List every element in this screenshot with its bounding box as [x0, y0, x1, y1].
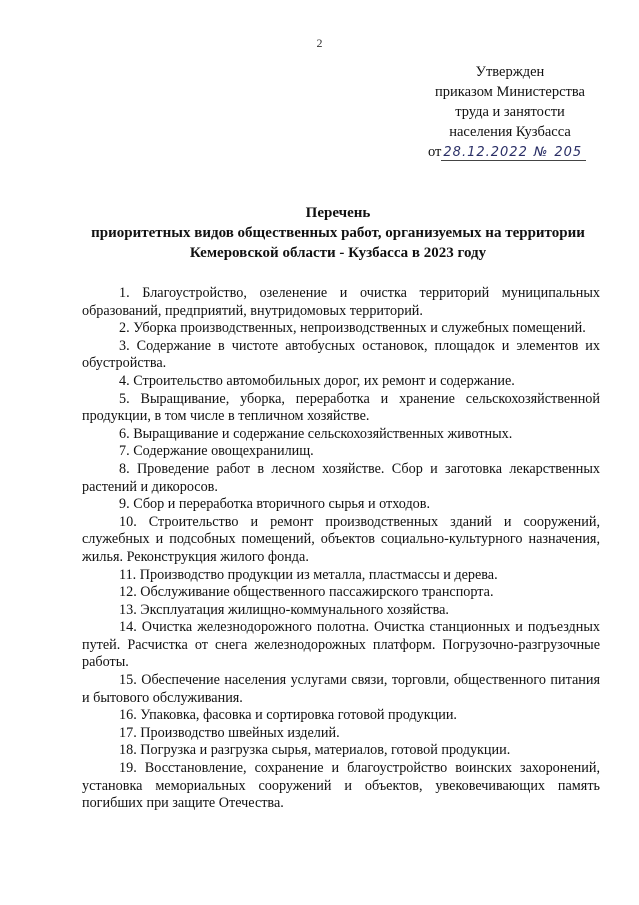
list-item: 2. Уборка производственных, непроизводственных и служебных помещений.	[119, 320, 586, 337]
list-item: 14. Очистка железнодорожного полотна. Очистка станционных и подъездных путей. Расчистка от снега железнодорожных платформ. Погрузочно-разгрузочные работы.	[82, 619, 600, 671]
list-item: 7. Содержание овощехранилищ.	[119, 443, 314, 460]
list-item: 6. Выращивание и содержание сельскохозяйственных животных.	[119, 425, 513, 442]
list-item: 17. Производство швейных изделий.	[119, 724, 340, 741]
list-item: 10. Строительство и ремонт производственных зданий и сооружений, служебных и подсобных помещений, объектов социально-культурного назначения, жилья. Реконструкция жилого фонда.	[82, 513, 600, 565]
list-item: 18. Погрузка и разгрузка сырья, материалов, готовой продукции.	[119, 742, 511, 759]
approval-from-prefix: от	[428, 144, 442, 160]
list-item: 13. Эксплуатация жилищно-коммунального хозяйства.	[119, 601, 449, 618]
public-works-list	[82, 285, 600, 813]
approval-line-ministry: труда и занятости	[455, 104, 565, 120]
list-item: 15. Обеспечение населения услугами связи, торговли, общественного питания и бытового обслуживания.	[82, 672, 600, 706]
approval-line-approved: Утвержден	[475, 64, 545, 80]
approval-handwritten-number: 205	[552, 145, 586, 161]
list-item: 12. Обслуживание общественного пассажирского транспорта.	[119, 584, 494, 601]
approval-handwritten-date: 28.12.2022	[441, 145, 531, 161]
title-line-3: Кемеровской области - Кузбасса в 2023 году	[189, 245, 487, 261]
list-item: 5. Выращивание, уборка, переработка и хранение сельскохозяйственной продукции, в том числе в тепличном хозяйстве.	[82, 390, 600, 425]
list-item: 11. Производство продукции из металла, пластмассы и дерева.	[119, 566, 498, 583]
title-line-1: Перечень	[305, 205, 371, 221]
approval-block	[408, 62, 612, 163]
approval-number-prefix: №	[532, 145, 553, 161]
list-item: 1. Благоустройство, озеленение и очистка территорий муниципальных образований, предприятий, внутридомовых территорий.	[82, 285, 600, 319]
list-item: 3. Содержание в чистоте автобусных остановок, площадок и элементов их обустройства.	[82, 337, 600, 372]
document-title	[70, 203, 606, 263]
approval-line-order: приказом Министерства	[435, 84, 585, 100]
approval-line-region: населения Кузбасса	[449, 124, 571, 140]
approval-date-line	[408, 142, 612, 163]
page-number: 2	[316, 36, 323, 50]
title-line-2: приоритетных видов общественных работ, организуемых на территории	[91, 225, 585, 241]
list-item: 9. Сбор и переработка вторичного сырья и отходов.	[119, 496, 431, 513]
list-item: 19. Восстановление, сохранение и благоустройство воинских захоронений, установка мемориальных сооружений и объектов, увековечивающих память погибших при защите Отечества.	[82, 760, 600, 812]
list-item: 4. Строительство автомобильных дорог, их ремонт и содержание.	[119, 372, 515, 389]
list-item: 8. Проведение работ в лесном хозяйстве. Сбор и заготовка лекарственных растений и дикоросов.	[82, 460, 600, 495]
list-item: 16. Упаковка, фасовка и сортировка готовой продукции.	[119, 707, 457, 724]
